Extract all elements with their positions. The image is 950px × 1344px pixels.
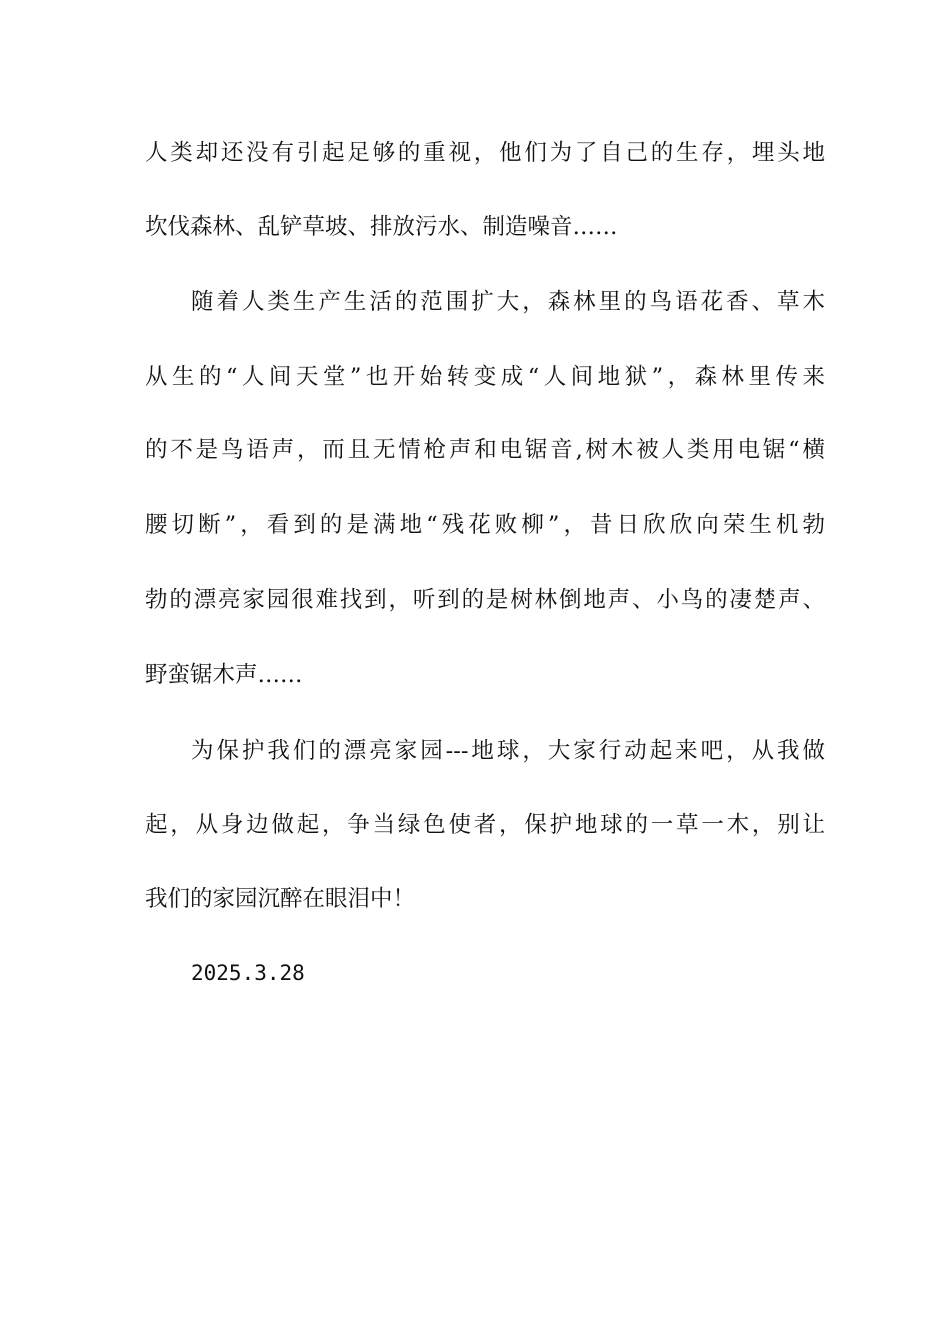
paragraph-3-line-2: 起，从身边做起，争当绿色使者，保护地球的一草一木，别让 <box>145 812 825 838</box>
paragraph-2-line-3: 的不是鸟语声，而且无情枪声和电锯音,树木被人类用电锯“横 <box>145 437 825 463</box>
paragraph-3-line-1: 为保护我们的漂亮家园---地球，大家行动起来吧，从我做 <box>191 738 825 764</box>
paragraph-2-line-2: 从生的“人间天堂”也开始转变成“人间地狱”，森林里传来 <box>145 364 825 390</box>
paragraph-1-line-2: 坎伐森林、乱铲草坡、排放污水、制造噪音…… <box>145 214 618 240</box>
paragraph-2-line-1: 随着人类生产生活的范围扩大，森林里的鸟语花香、草木 <box>191 289 825 315</box>
paragraph-3-line-3: 我们的家园沉醉在眼泪中！ <box>145 886 416 912</box>
paragraph-2-line-5: 勃的漂亮家园很难找到，听到的是树林倒地声、小鸟的凄楚声、 <box>145 587 825 613</box>
paragraph-2-line-4: 腰切断”，看到的是满地“残花败柳”，昔日欣欣向荣生机勃 <box>145 512 825 538</box>
document-date: 2025.3.28 <box>191 961 305 985</box>
paragraph-2-line-6: 野蛮锯木声…… <box>145 662 303 688</box>
paragraph-1-line-1: 人类却还没有引起足够的重视，他们为了自己的生存，埋头地 <box>145 140 825 166</box>
